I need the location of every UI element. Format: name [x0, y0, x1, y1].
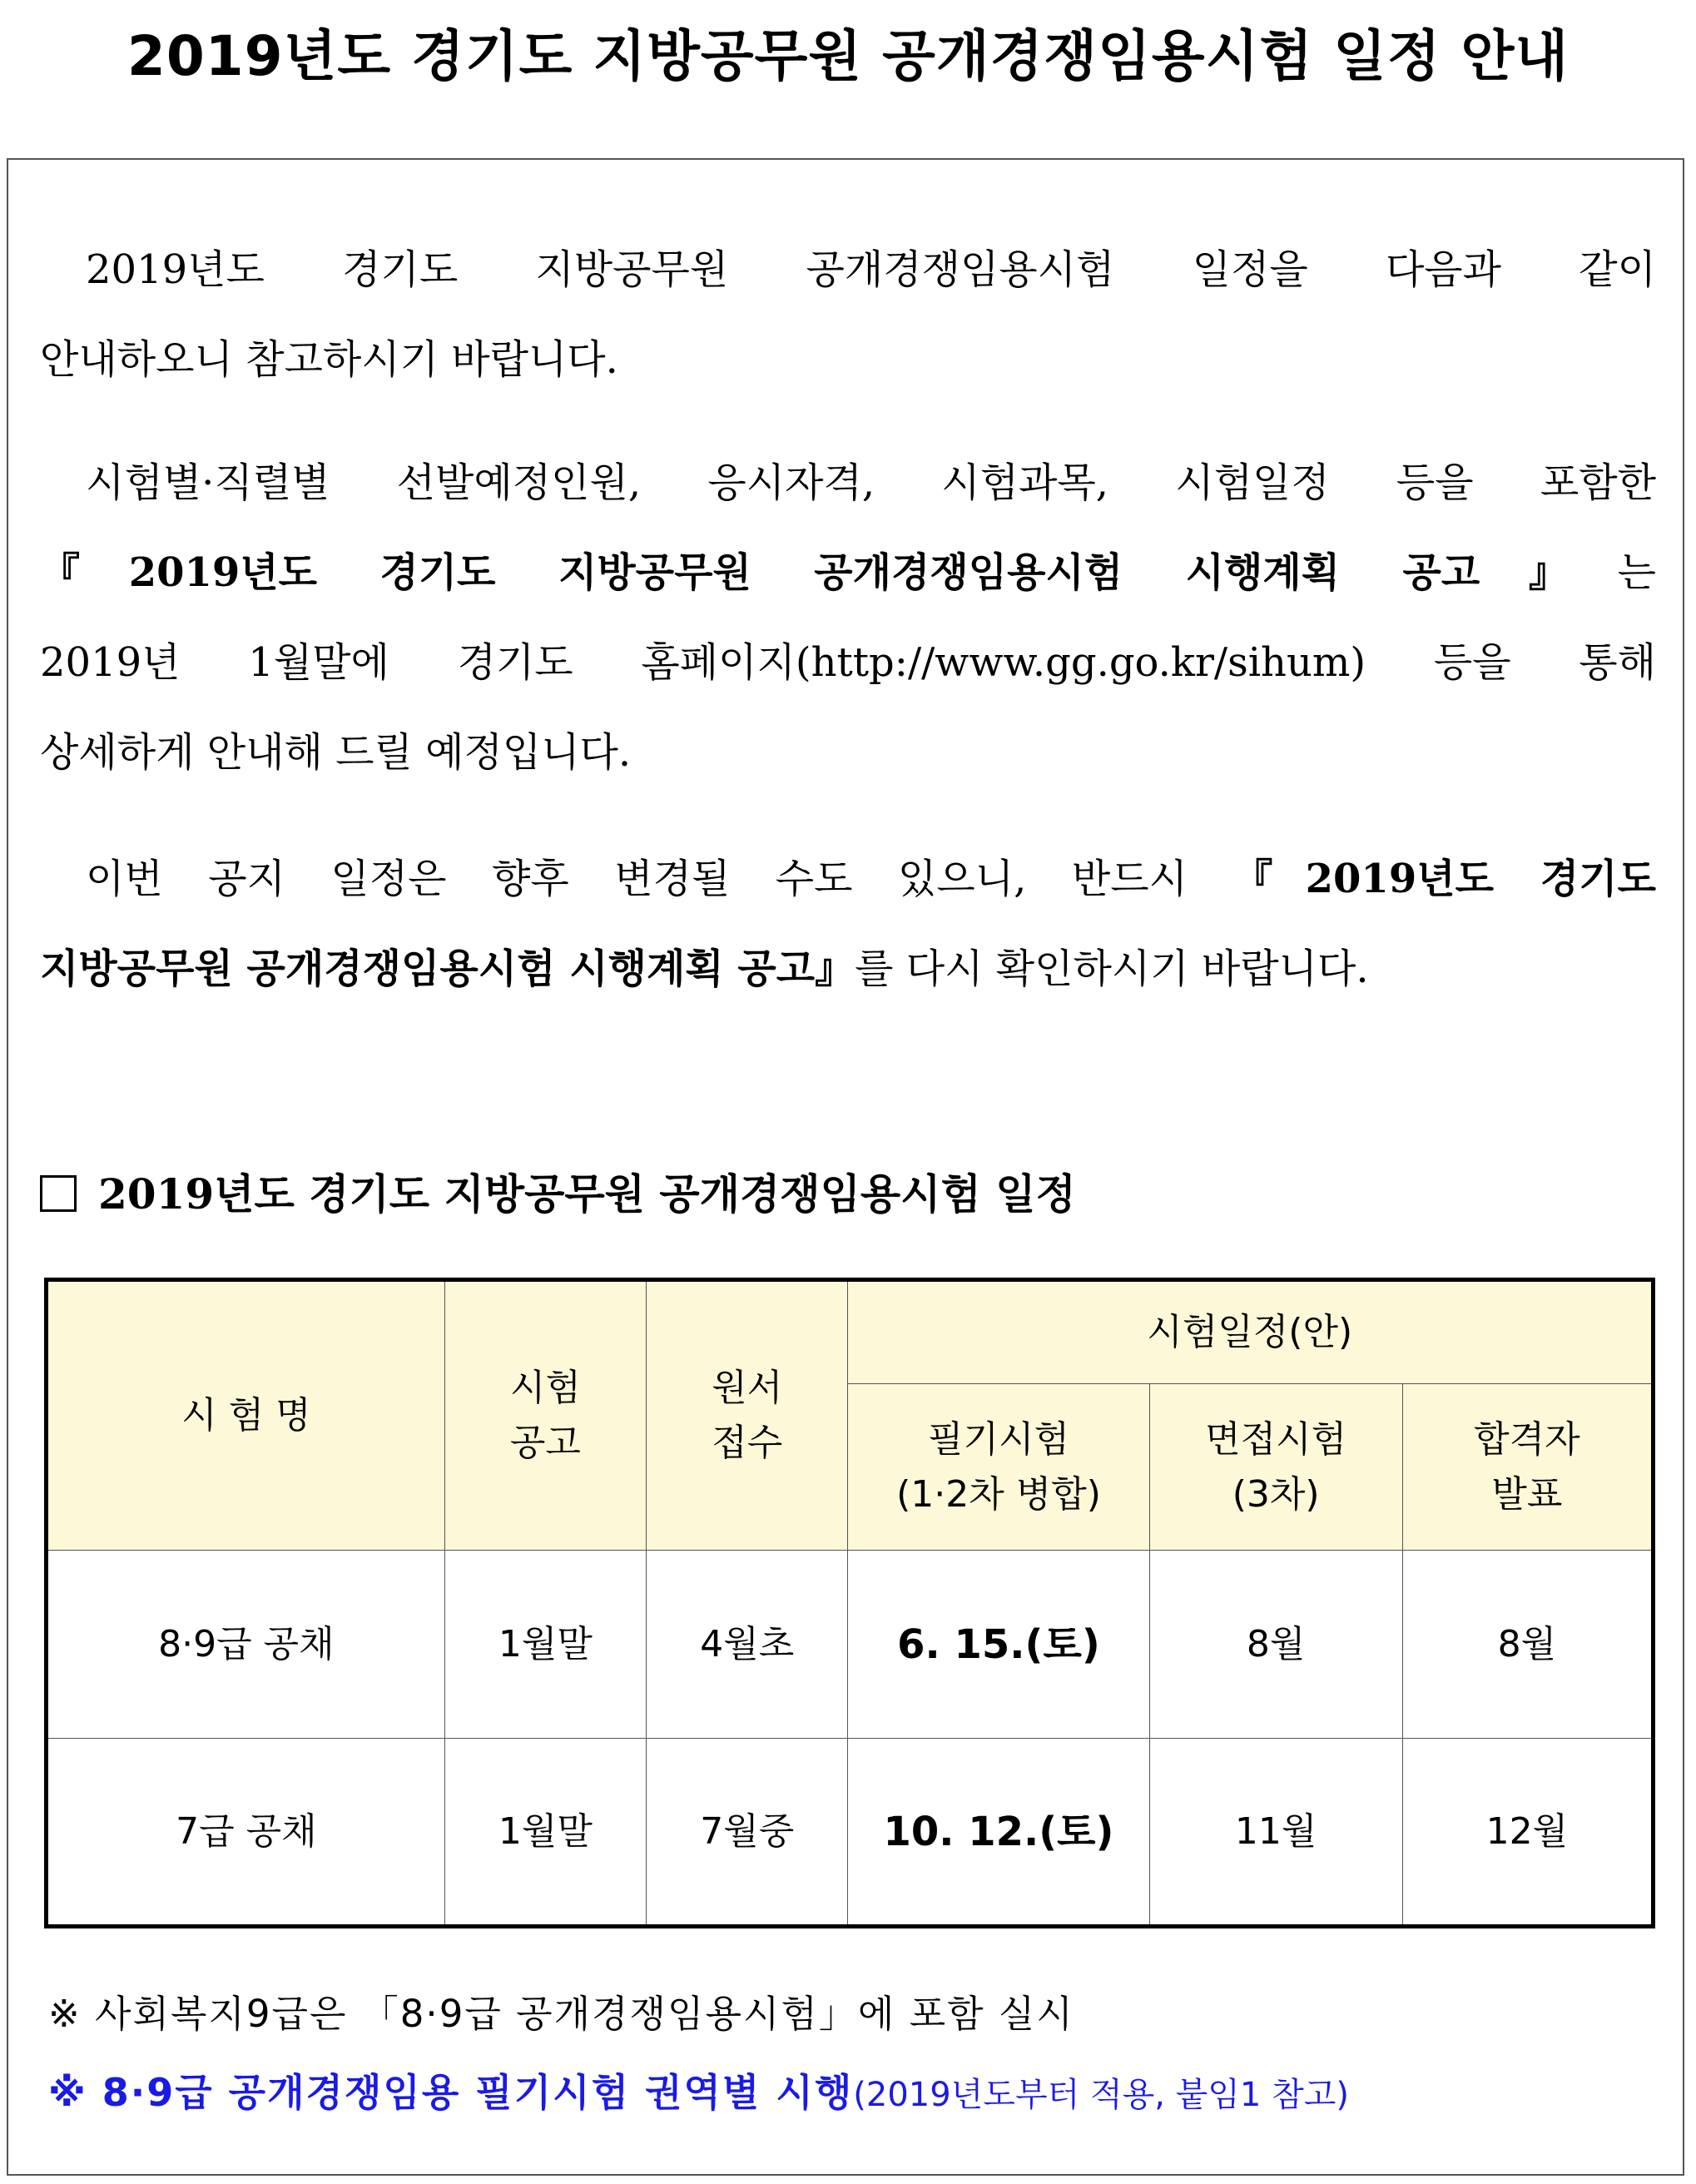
section-title: 2019년도 경기도 지방공무원 공개경쟁임용시험 일정 [98, 1169, 1076, 1219]
header-announcement: 시험 공고 [444, 1280, 646, 1551]
section-heading [40, 1161, 1076, 1221]
intro-p2-line2: 『2019년도 경기도 지방공무원 공개경쟁임용시험 시행계획 공고』는 [40, 549, 1656, 596]
intro-p2-line1: 시험별·직렬별 선발예정인원, 응시자격, 시험과목, 시험일정 등을 포함한 [86, 459, 1656, 506]
header-result: 합격자 발표 [1402, 1384, 1653, 1551]
header-exam-name: 시 험 명 [47, 1280, 445, 1551]
notice-title-bold: 『2019년도 경기도 지방공무원 공개경쟁임용시험 시행계획 공고』 [40, 549, 1618, 596]
header-interview: 면접시험 (3차) [1149, 1384, 1402, 1551]
intro-p2-line3: 2019년 1월말에 경기도 홈페이지(http://www.gg.go.kr/sihum) 등을 통해 [40, 639, 1656, 686]
cell-exam-name: 7급 공채 [47, 1739, 445, 1927]
cell-result: 12월 [1402, 1739, 1653, 1927]
table-row [47, 1739, 1654, 1927]
cell-announcement: 1월말 [444, 1551, 646, 1739]
cell-result: 8월 [1402, 1551, 1653, 1739]
intro-p3-line1: 이번 공지 일정은 향후 변경될 수도 있으니, 반드시 『2019년도 경기도 [86, 856, 1656, 902]
header-schedule: 시험일정(안) [848, 1280, 1654, 1384]
note-social-welfare: ※ 사회복지9급은 「8·9급 공개경쟁임용시험」에 포함 실시 [48, 1992, 1074, 2036]
header-application: 원서 접수 [647, 1280, 848, 1551]
exam-schedule-table [44, 1278, 1655, 1928]
cell-exam-name: 8·9급 공채 [47, 1551, 445, 1739]
cell-interview: 11월 [1149, 1739, 1402, 1927]
intro-p1-line1: 2019년도 경기도 지방공무원 공개경쟁임용시험 일정을 다음과 같이 [86, 246, 1656, 293]
cell-announcement: 1월말 [444, 1739, 646, 1927]
cell-interview: 8월 [1149, 1551, 1402, 1739]
cell-written-exam: 10. 12.(토) [848, 1739, 1149, 1927]
intro-p2-line4: 상세하게 안내해 드릴 예정입니다. [40, 729, 632, 776]
cell-application: 7월중 [647, 1739, 848, 1927]
intro-p1-line2: 안내하오니 참고하시기 바랍니다. [40, 336, 618, 383]
cell-application: 4월초 [647, 1551, 848, 1739]
table-row [47, 1551, 1654, 1739]
note-regional-exam: ※ 8·9급 공개경쟁임용 필기시험 권역별 시행(2019년도부터 적용, 붙임1 참고) [48, 2070, 1349, 2115]
header-written-exam: 필기시험 (1·2차 병합) [848, 1384, 1149, 1551]
page-title: 2019년도 경기도 지방공무원 공개경쟁임용시험 일정 안내 [126, 24, 1570, 88]
intro-p3-line2: 지방공무원 공개경쟁임용시험 시행계획 공고』를 다시 확인하시기 바랍니다. [40, 946, 1369, 992]
square-bullet-icon [40, 1175, 77, 1212]
cell-written-exam: 6. 15.(토) [848, 1551, 1149, 1739]
intro-text [40, 225, 1656, 1014]
